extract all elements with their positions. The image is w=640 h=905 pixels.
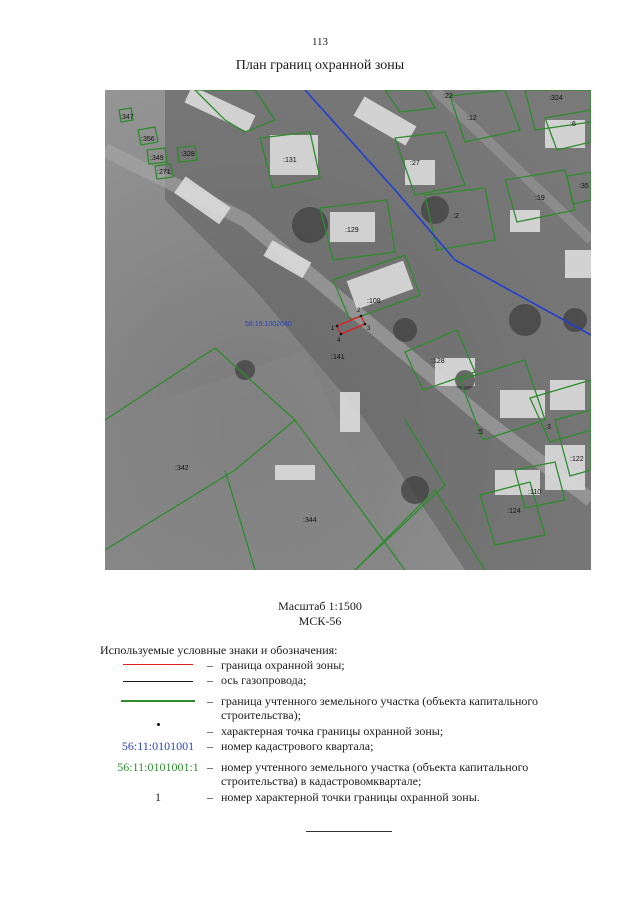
scale-text: Масштаб 1:1500 [278,599,362,613]
parcel-label: :19 [535,195,545,202]
legend-item-point-number: 1 – номер характерной точки границы охранной зоны. [100,790,590,804]
green-line-symbol [121,700,195,702]
parcel-label: :129 [345,227,359,234]
parcel-label: :122 [570,456,584,463]
parcel-label: :5 [477,429,483,436]
coordinate-system: МСК-56 [298,614,342,628]
legend-heading: Используемые условные знаки и обозначения: [100,643,338,657]
legend-symbol [100,724,216,726]
parcel-label: :131 [283,157,297,164]
parcel-label: :271 [157,169,171,176]
dot-symbol [157,723,160,726]
signature-line [306,831,392,832]
parcel-label: :356 [141,136,155,143]
parcel-label: :3 [545,424,551,431]
point-label: 2 [357,308,361,314]
aerial-map [105,90,591,570]
legend-text: номер характерной точки границы охранной зоны. [221,790,480,804]
parcel-label: :108 [367,298,381,305]
black-line-symbol [123,681,193,682]
parcel-label: :110 [528,489,542,496]
parcel-label: :344 [303,517,317,524]
scale-block [0,599,640,629]
page-title: План границ охранной зоны [235,58,405,73]
legend-symbol [100,694,216,702]
point-label: 3 [367,326,371,332]
legend-symbol [100,673,216,682]
red-line-symbol [123,664,193,665]
legend-item-protection-zone: – граница охранной зоны; [100,658,590,672]
point-label: 1 [331,326,335,332]
legend-text: граница учтенного земельного участка (объекта капитального строительства); [221,694,539,722]
quarter-label: 56:19:1002040 [245,321,292,328]
legend-item-parcel-border: – граница учтенного земельного участка (объекта капитального строительства); [100,694,590,722]
parcel-label: :6 [570,121,576,128]
parcel-label: :347 [120,114,134,121]
parcel-label: :141 [331,354,345,361]
parcel-label: :12 [467,115,477,122]
parcel-label: :324 [549,95,563,102]
parcel-label: :27 [410,160,420,167]
parcel-label: :342 [175,465,189,472]
legend-symbol [100,658,216,665]
legend-item-gas-axis: – ось газопровода; [100,673,590,687]
legend-item-point: – характерная точка границы охранной зоны; [100,724,590,738]
legend-text: номер учтенного земельного участка (объекта капитального строительства) в кадастровомквартале; [221,760,529,788]
parcel-label: :2 [453,213,459,220]
parcel-label: :128 [431,358,445,365]
parcel-label: :124 [507,508,521,515]
map-canvas [105,90,591,570]
legend-text: ось газопровода; [221,673,307,687]
legend-symbol: 56:11:0101001:1 [117,760,199,774]
legend-text: номер кадастрового квартала; [221,739,374,753]
parcel-label: :328 [181,151,195,158]
legend-item-quarter: 56:11:0101001 – номер кадастрового квартала; [100,739,590,753]
page-number: 113 [311,36,329,48]
parcel-label: :35 [579,183,589,190]
legend-symbol: 56:11:0101001 [121,739,195,753]
legend-text: характерная точка границы охранной зоны; [221,724,444,738]
legend-item-parcel-number: 56:11:0101001:1 – номер учтенного земельного участка (объекта капитального строительства) в кадастровомквартале; [100,760,590,788]
legend-text: граница охранной зоны; [221,658,345,672]
parcel-label: :349 [150,155,164,162]
legend-symbol: 1 [155,790,161,804]
parcel-label: :22 [443,93,453,100]
point-label: 4 [337,338,341,344]
